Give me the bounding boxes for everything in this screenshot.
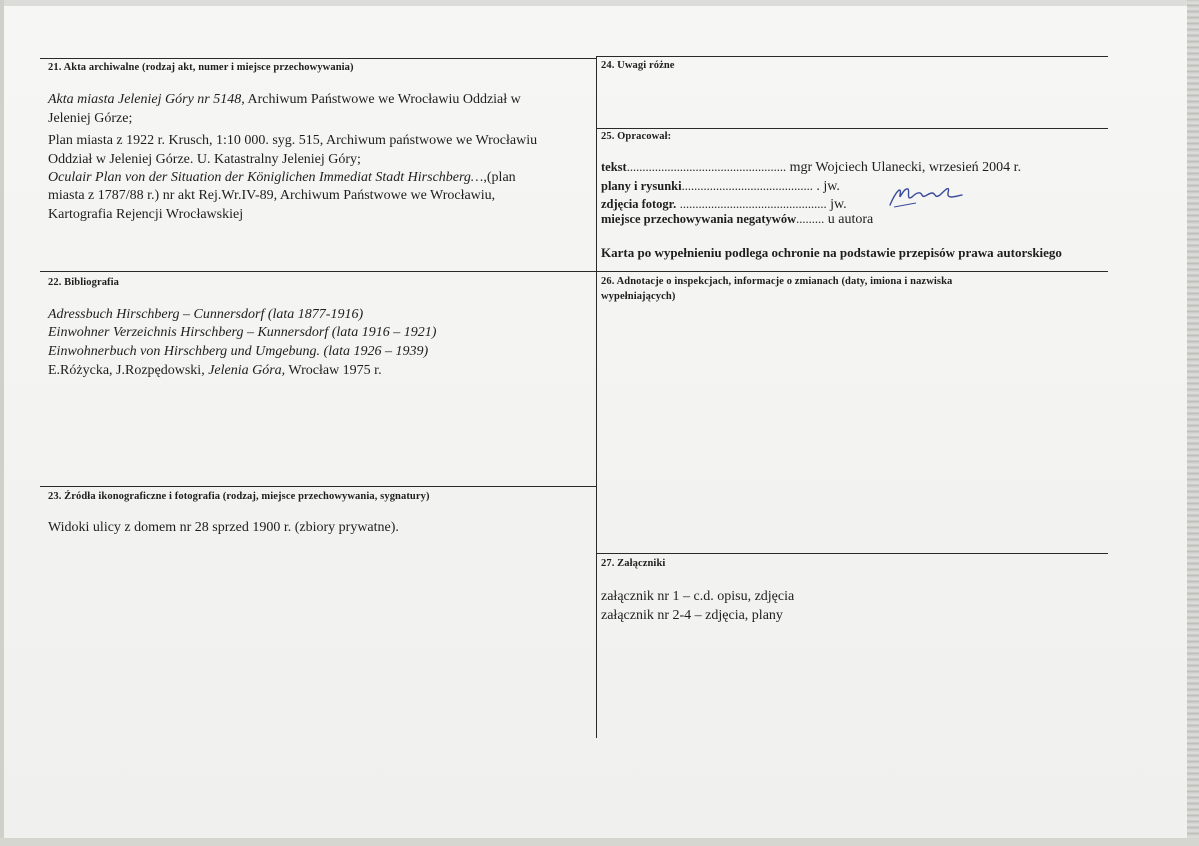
section-21-line-1 [48,90,521,109]
section-22-line-2 [48,323,436,342]
rule-27-top [596,553,1108,554]
section-22-line-3-italic: Einwohnerbuch von Hirschberg und Umgebung. (lata 1926 – 1939) [48,344,429,359]
section-21-line-4: Oddział w Jeleniej Górze. U. Katastralny Jeleniej Góry; [48,152,361,167]
section-26-label-line-2: wypełniających) [601,291,676,302]
section-22-label: 22. Bibliografia [48,277,120,288]
scan-edge-left [0,0,4,846]
section-22-line-1 [48,305,363,324]
section-24-label: 24. Uwagi różne [601,60,675,71]
section-21-line-2: Jeleniej Górze; [48,111,133,126]
section-22-line-1-italic: Adressbuch Hirschberg – Cunnersdorf (lata 1877-1916) [48,307,364,322]
rule-23-top [40,486,596,487]
row-plany [601,177,840,196]
row-miejsce [601,210,873,229]
plany-label: plany i rysunki [601,179,682,193]
scan-edge-bottom [0,838,1199,846]
section-21-line-3: Plan miasta z 1922 r. Krusch, 1:10 000. syg. 515, Archiwum państwowe we Wrocławiu [48,133,538,148]
section-27-label: 27. Załączniki [601,558,666,569]
plany-value: . jw. [816,179,840,194]
section-22-line-3 [48,342,428,361]
section-22-line-4-a: E.Różycka, J.Rozpędowski, [48,363,209,378]
plany-dots: .......................................... [681,179,813,193]
rule-22-top [40,271,1108,272]
rule-top-right [596,56,1108,57]
section-21-line-7: Kartografia Rejencji Wrocławskiej [48,207,244,222]
section-21-line-1-rest: , Archiwum Państwowe we Wrocławiu Oddział w [241,92,521,107]
section-23-line-1: Widoki ulicy z domem nr 28 sprzed 1900 r. (zbiory prywatne). [48,520,399,535]
section-21-line-5-rest: ,(plan [483,170,516,185]
signature-icon [886,183,970,209]
tekst-label: tekst [601,160,627,174]
section-26-label-line-1: 26. Adnotacje o inspekcjach, informacje o zmianach (daty, imiona i nazwiska [601,276,953,287]
section-22-line-2-italic: Einwohner Verzeichnis Hirschberg – Kunnersdorf (lata 1916 – 1921) [48,325,437,340]
copyright-notice: Karta po wypełnieniu podlega ochronie na podstawie przepisów prawa autorskiego [601,245,1062,260]
tekst-value: mgr Wojciech Ulanecki, wrzesień 2004 r. [789,160,1022,175]
section-21-line-5-italic: Oculair Plan von der Situation der Königlichen Immediat Stadt Hirschberg… [48,170,484,185]
zdjecia-value: jw. [830,197,847,212]
rule-25-top [596,128,1108,129]
section-27-line-2: załącznik nr 2-4 – zdjęcia, plany [601,608,783,623]
rule-center-vertical [596,56,597,738]
rule-top-left [40,58,596,59]
miejsce-value: u autora [827,212,874,227]
section-22-line-4-italic: Jelenia Góra, [208,363,286,378]
section-27-line-1: załącznik nr 1 – c.d. opisu, zdjęcia [601,589,795,604]
miejsce-dots: ......... [796,212,825,226]
row-tekst [601,158,1021,177]
section-22-line-4 [48,361,382,380]
zdjecia-label: zdjęcia fotogr. [601,197,677,211]
section-25-label: 25. Opracował: [601,131,672,142]
section-21-line-6: miasta z 1787/88 r.) nr akt Rej.Wr.IV-89, Archiwum Państwowe we Wrocławiu, [48,188,496,203]
zdjecia-dots: ............................................... [679,197,827,211]
section-22-line-4-b: Wrocław 1975 r. [285,363,382,378]
section-21-label: 21. Akta archiwalne (rodzaj akt, numer i miejsce przechowywania) [48,62,354,73]
section-23-label: 23. Źródła ikonograficzne i fotografia (rodzaj, miejsce przechowywania, sygnatury) [48,491,430,502]
scan-edge-right [1187,0,1199,846]
section-21-line-5 [48,168,516,187]
scan-edge-top [0,0,1199,6]
tekst-dots: ................................................... [626,160,787,174]
section-21-line-1-italic: Akta miasta Jeleniej Góry nr 5148 [48,92,242,107]
miejsce-label: miejsce przechowywania negatywów [601,212,797,226]
